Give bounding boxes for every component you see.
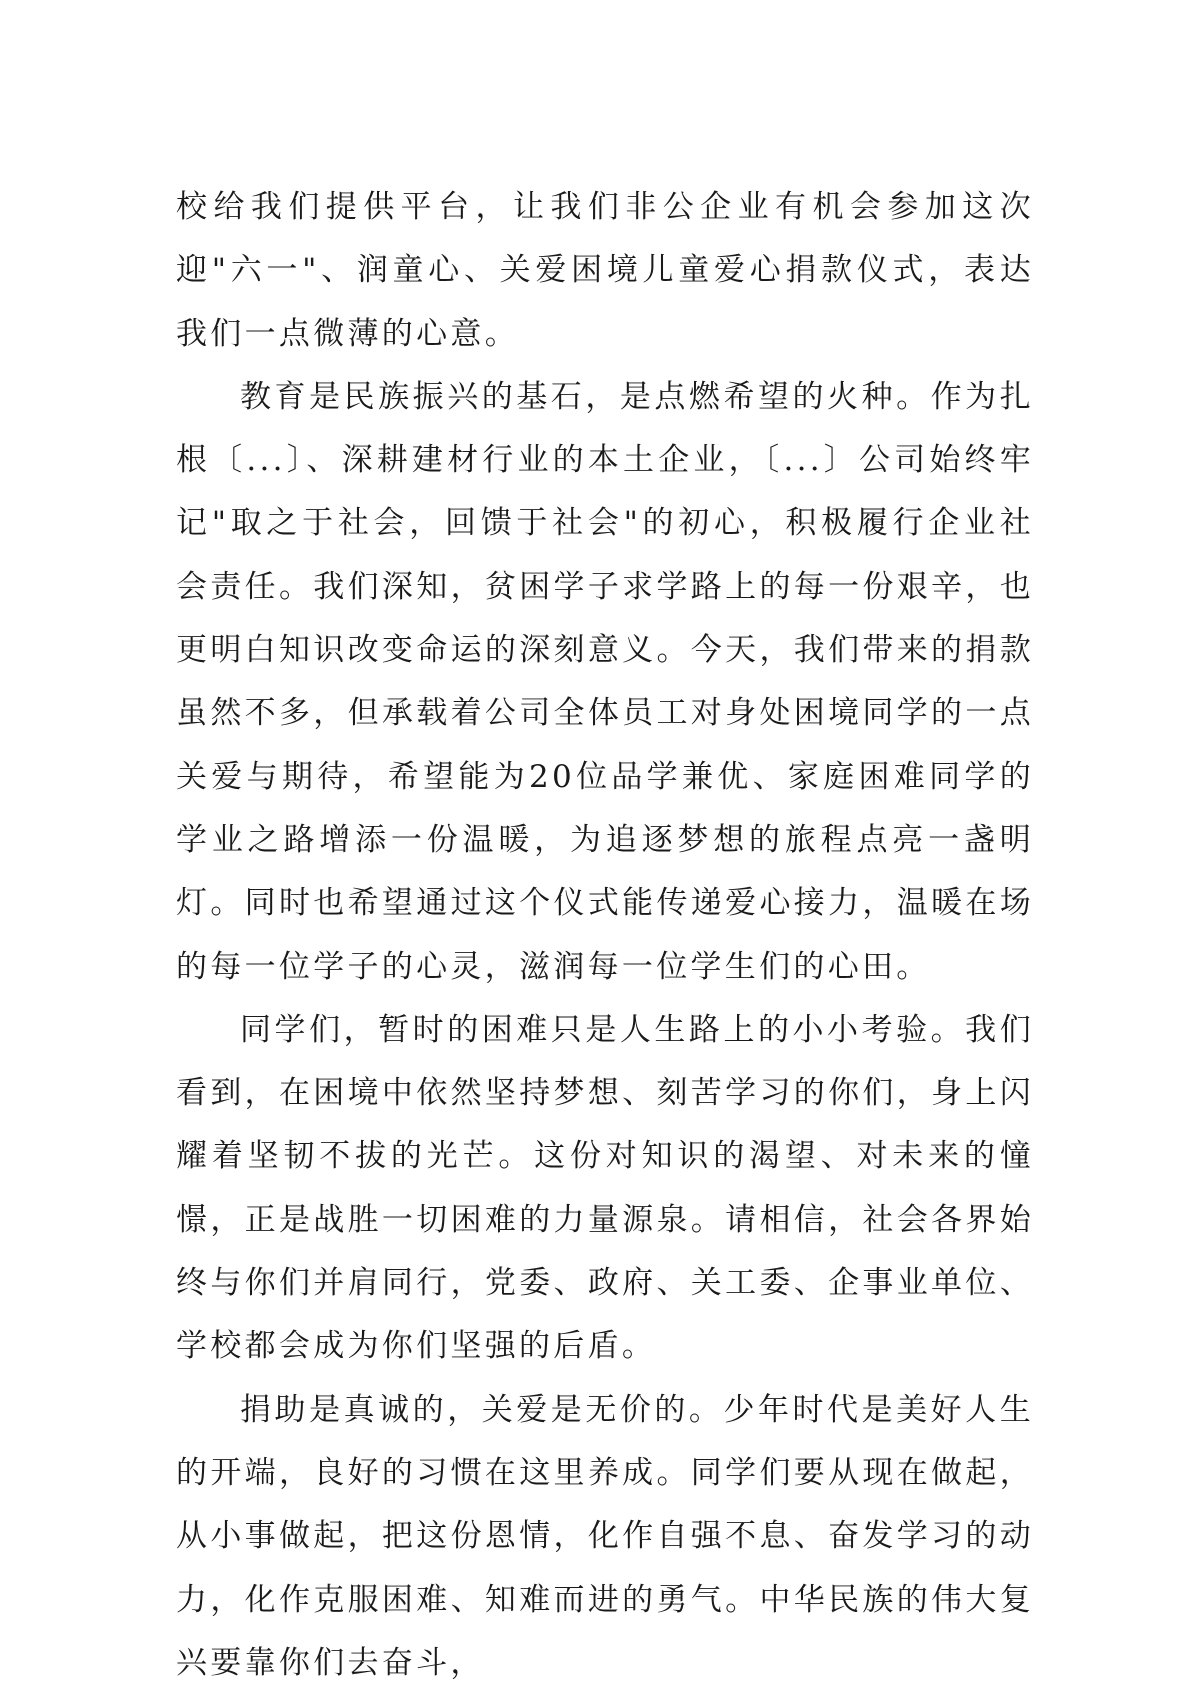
document-body	[176, 176, 1034, 1695]
paragraph-2: 教育是民族振兴的基石，是点燃希望的火种。作为扎根〔...〕、深耕建材行业的本土企业，〔...〕公司始终牢记"取之于社会，回馈于社会"的初心，积极履行企业社会责任。我们深知，贫困学子求学路上的每一份艰辛，也更明白知识改变命运的深刻意义。今天，我们带来的捐款虽然不多，但承载着公司全体员工对身处困境同学的一点关爱与期待，希望能为20位品学兼优、家庭困难同学的学业之路增添一份温暖，为追逐梦想的旅程点亮一盏明灯。同时也希望通过这个仪式能传递爱心接力，温暖在场的每一位学子的心灵，滋润每一位学生们的心田。	[176, 378, 1034, 985]
paragraph-1: 校给我们提供平台，让我们非公企业有机会参加这次迎"六一"、润童心、关爱困境儿童爱心捐款仪式，表达我们一点微薄的心意。	[176, 189, 1034, 352]
paragraph-4: 捐助是真诚的，关爱是无价的。少年时代是美好人生的开端，良好的习惯在这里养成。同学们要从现在做起，从小事做起，把这份恩情，化作自强不息、奋发学习的动力，化作克服困难、知难而进的勇气。中华民族的伟大复兴要靠你们去奋斗，	[176, 1391, 1034, 1681]
paragraph-3: 同学们，暂时的困难只是人生路上的小小考验。我们看到，在困境中依然坚持梦想、刻苦学习的你们，身上闪耀着坚韧不拔的光芒。这份对知识的渴望、对未来的憧憬，正是战胜一切困难的力量源泉。请相信，社会各界始终与你们并肩同行，党委、政府、关工委、企事业单位、学校都会成为你们坚强的后盾。	[176, 1011, 1034, 1365]
